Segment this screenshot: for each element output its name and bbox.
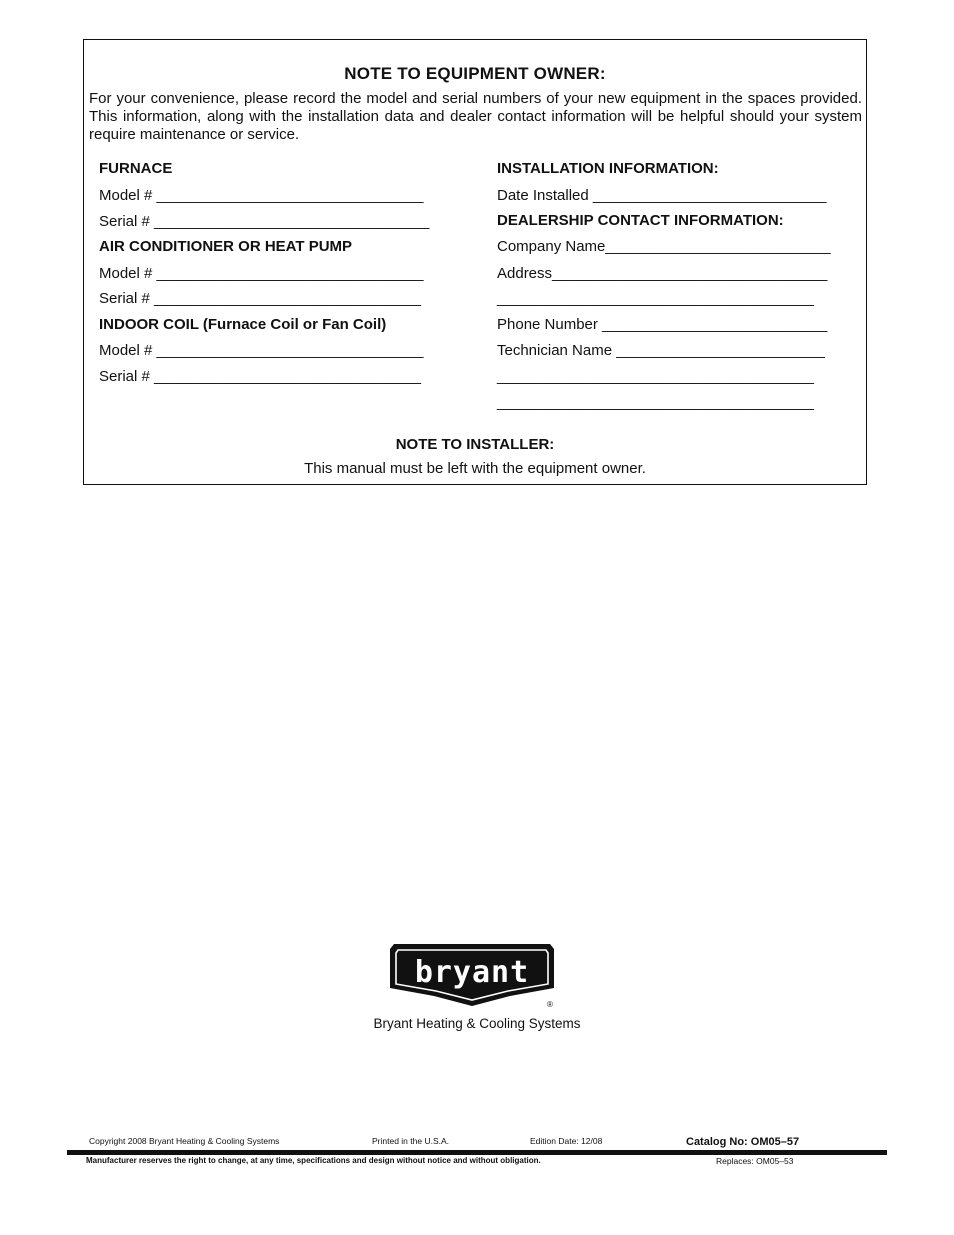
section-heading: FURNACE	[99, 160, 173, 177]
record-field-line: ______________________________________	[497, 394, 815, 411]
owner-note-title: NOTE TO EQUIPMENT OWNER:	[344, 64, 606, 83]
footer-rule	[67, 1150, 887, 1155]
record-field-line: Serial # ________________________________	[99, 290, 421, 307]
owner-note-intro: For your convenience, please record the model and serial numbers of your new equipment in the spaces provided. This information, along with the installation data and dealer contact information will be helpful should your system require maintenance or service.	[89, 90, 862, 143]
footer-edition: Edition Date: 12/08	[530, 1136, 603, 1146]
section-heading: INSTALLATION INFORMATION:	[497, 160, 719, 177]
section-heading: INDOOR COIL (Furnace Coil or Fan Coil)	[99, 316, 387, 333]
record-field-line: ______________________________________	[497, 290, 815, 307]
footer-catalog: Catalog No: OM05–57	[686, 1136, 800, 1148]
record-field-line: Serial # _________________________________	[99, 213, 430, 230]
record-field-line: Model # ________________________________	[99, 187, 424, 204]
record-field-line: Technician Name _________________________	[497, 342, 825, 359]
logo-wordmark: bryant	[414, 955, 530, 990]
record-field-line: Serial # ________________________________	[99, 368, 421, 385]
record-field-line: Phone Number ___________________________	[497, 316, 828, 333]
record-field-line: Address_________________________________	[497, 265, 828, 282]
section-heading: DEALERSHIP CONTACT INFORMATION:	[497, 212, 784, 229]
footer-disclaimer: Manufacturer reserves the right to change, at any time, specifications and design without notice and without obligation.	[86, 1156, 541, 1165]
bryant-logo	[390, 944, 554, 1012]
record-field-line: Model # ________________________________	[99, 265, 424, 282]
installer-note-text: This manual must be left with the equipment owner.	[304, 460, 646, 477]
company-name: Bryant Heating & Cooling Systems	[373, 1016, 581, 1031]
footer-copyright: Copyright 2008 Bryant Heating & Cooling Systems	[89, 1136, 280, 1146]
record-field-line: Company Name___________________________	[497, 238, 831, 255]
record-field-line: Date Installed ____________________________	[497, 187, 827, 204]
installer-note-title: NOTE TO INSTALLER:	[395, 436, 555, 453]
record-field-line: ______________________________________	[497, 368, 815, 385]
owner-note-box	[83, 39, 867, 485]
registered-mark: ®	[547, 1000, 553, 1009]
footer-printed: Printed in the U.S.A.	[372, 1136, 450, 1146]
footer-replaces: Replaces: OM05–53	[716, 1156, 794, 1166]
record-field-line: Model # ________________________________	[99, 342, 424, 359]
section-heading: AIR CONDITIONER OR HEAT PUMP	[99, 238, 353, 255]
